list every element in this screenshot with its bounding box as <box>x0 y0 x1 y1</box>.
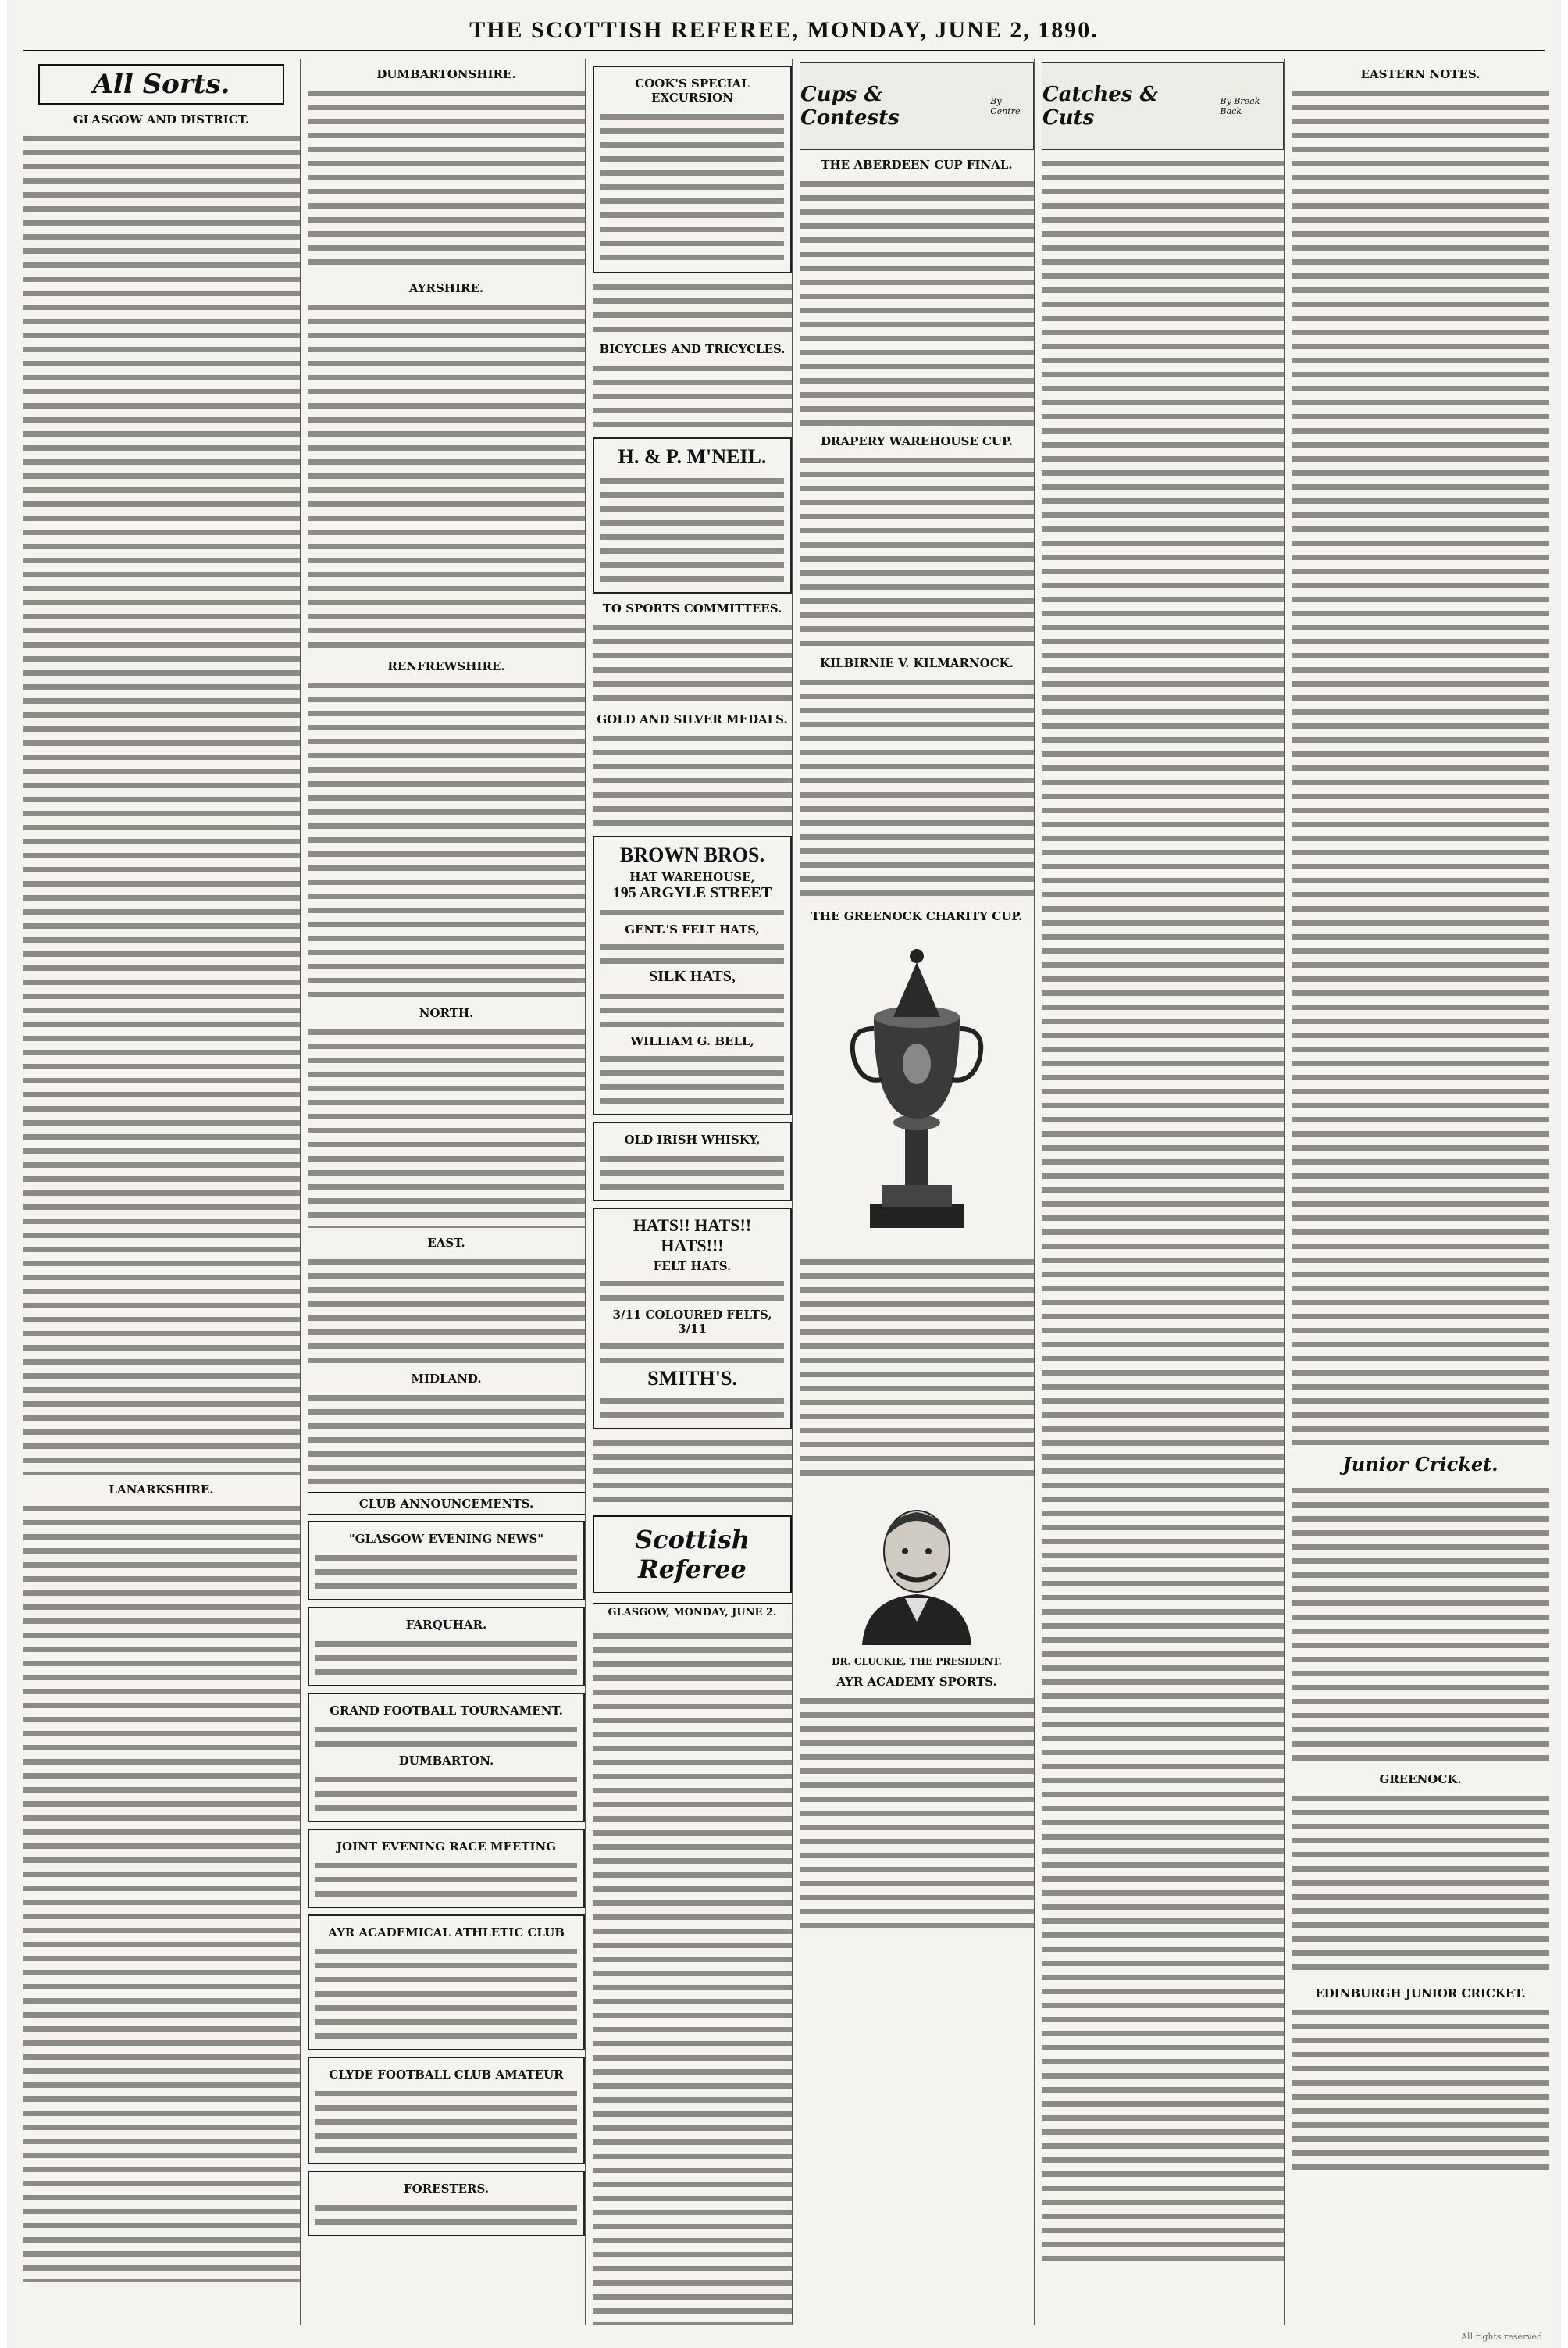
section-heading: EASTERN NOTES. <box>1360 67 1481 81</box>
cups-contests-cartoon: Cups & Contests By Centre <box>800 62 1034 150</box>
ad-bicycles: BICYCLES AND TRICYCLES. <box>599 342 786 356</box>
ad-race-meeting: JOINT EVENING RACE MEETING <box>308 1829 585 1908</box>
editorial-dateline: GLASGOW, MONDAY, JUNE 2. <box>593 1603 792 1622</box>
ad-sports-committees: TO SPORTS COMMITTEES. <box>602 601 782 616</box>
ad-cooks-excursion: COOK'S SPECIAL EXCURSION <box>593 66 792 273</box>
column-3 <box>593 59 793 2325</box>
ad-medals: GOLD AND SILVER MEDALS. <box>597 712 788 726</box>
junior-cricket-title: Junior Cricket. <box>1342 1453 1499 1476</box>
section-heading: DRAPERY WAREHOUSE CUP. <box>820 434 1014 448</box>
ad-text <box>593 620 792 705</box>
ad-farquhar: FARQUHAR. <box>308 1607 585 1686</box>
catches-cuts-cartoon: Catches & Cuts By Break Back <box>1042 62 1284 150</box>
section-heading: KILBIRNIE V. KILMARNOCK. <box>820 656 1014 670</box>
column-6 <box>1292 59 1549 2325</box>
section-heading: LANARKSHIRE. <box>109 1483 214 1497</box>
article-body <box>800 177 1034 426</box>
article-body <box>308 300 585 651</box>
article-body <box>800 675 1034 901</box>
section-heading: GREENOCK. <box>1379 1772 1462 1786</box>
all-sorts-logo: All Sorts. <box>38 64 284 105</box>
section-heading: GLASGOW AND DISTRICT. <box>73 112 250 127</box>
ad-irish-whisky: OLD IRISH WHISKY, <box>593 1122 792 1201</box>
article-body <box>800 1254 1034 1481</box>
ad-hats: HATS!! HATS!! HATS!!! FELT HATS. 3/11 COLOURED FELTS, 3/11 SMITH'S. <box>593 1208 792 1429</box>
article-body <box>1292 1483 1549 1765</box>
section-heading: THE ABERDEEN CUP FINAL. <box>821 158 1013 172</box>
article-body <box>800 453 1034 648</box>
club-announcements-title: CLUB ANNOUNCEMENTS. <box>308 1492 585 1515</box>
footer-rights: All rights reserved <box>1461 2332 1542 2342</box>
editorial-body <box>593 1629 792 2325</box>
section-heading: AYRSHIRE. <box>408 281 484 295</box>
ad-text <box>593 361 792 431</box>
newspaper-page <box>7 0 1561 2348</box>
ad-text <box>593 280 792 334</box>
ad-foresters: FORESTERS. <box>308 2171 585 2236</box>
trophy-illustration <box>800 931 1034 1247</box>
notice-text <box>593 1436 792 1506</box>
column-2 <box>308 59 586 2325</box>
article-body <box>800 1693 1034 1928</box>
section-heading: EAST. <box>427 1236 465 1250</box>
ad-football-tournament: GRAND FOOTBALL TOURNAMENT. DUMBARTON. <box>308 1693 585 1822</box>
section-heading: RENFREWSHIRE. <box>387 659 505 673</box>
masthead <box>23 11 1545 52</box>
section-heading: MIDLAND. <box>411 1372 482 1386</box>
scottish-referee-banner: Scottish Referee <box>593 1515 792 1593</box>
ad-text <box>593 731 792 830</box>
article-body <box>1292 86 1549 1445</box>
article-body <box>308 1025 585 1228</box>
column-4 <box>800 59 1035 2325</box>
article-body <box>23 1501 300 2282</box>
article-body <box>23 131 300 1475</box>
section-heading: AYR ACADEMY SPORTS. <box>836 1675 997 1689</box>
section-heading: THE GREENOCK CHARITY CUP. <box>811 909 1023 923</box>
article-body <box>308 1254 585 1364</box>
portrait-caption: DR. CLUCKIE, THE PRESIDENT. <box>832 1656 1002 1667</box>
portrait-illustration <box>800 1489 1034 1648</box>
masthead-title: THE SCOTTISH REFEREE, MONDAY, JUNE 2, 1890. <box>469 17 1099 43</box>
section-heading: EDINBURGH JUNIOR CRICKET. <box>1315 1986 1526 2000</box>
section-heading: NORTH. <box>419 1006 474 1020</box>
column-5 <box>1042 59 1285 2325</box>
column-1 <box>23 59 301 2325</box>
ad-evening-news: "GLASGOW EVENING NEWS" <box>308 1521 585 1600</box>
ad-brown-bros: BROWN BROS. HAT WAREHOUSE, 195 ARGYLE STREET GENT.'S FELT HATS, SILK HATS, WILLIAM G. BELL, <box>593 836 792 1115</box>
article-body <box>308 1390 585 1484</box>
article-body <box>1292 1791 1549 1979</box>
article-body <box>308 678 585 998</box>
ad-ayr-academical: AYR ACADEMICAL ATHLETIC CLUB <box>308 1914 585 2050</box>
article-body <box>1042 156 1284 2265</box>
article-body <box>308 86 585 273</box>
section-heading: DUMBARTONSHIRE. <box>376 67 516 81</box>
article-body <box>1292 2005 1549 2177</box>
ad-clyde-fc: CLYDE FOOTBALL CLUB AMATEUR <box>308 2057 585 2164</box>
ad-mneil: H. & P. M'NEIL. <box>593 437 792 594</box>
